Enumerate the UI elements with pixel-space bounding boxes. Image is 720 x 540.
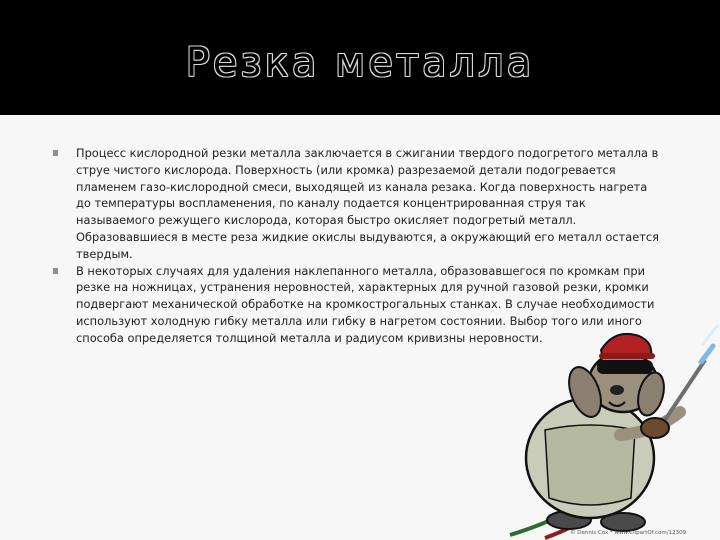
image-credit: © Dennis Cox * www.ClipartOf.com/12309 [570, 530, 687, 536]
square-bullet-icon [53, 150, 58, 156]
dog-welder-illustration-icon [505, 320, 720, 540]
list-item [62, 145, 662, 263]
paragraph-cutting-process: Процесс кислородной резки металла заключается в сжигании твердого подогретого металла в струе чистого кислорода. Поверхность (или кромка) разрезаемой детали подогревается пламенем газо-кислородной смеси, выходящей из канала резака. Когда поверхность нагрета до температуры воспламенения, по каналу подается концентрированная струя так называемого режущего кислорода, которая быстро окисляет подогретый металл. Образовавшиеся в месте реза жидкие окислы выдуваются, а окружающий его металл остается твердым. [76, 146, 660, 261]
square-bullet-icon [53, 268, 58, 274]
paragraph-edge-processing: В некоторых случаях для удаления наклепанного металла, образовавшегося по кромкам при резке на ножницах, устранения неровностей, характерных для ручной газовой резки, кромки подвергают механической обработке на кромкострогальных станках. В случае необходимости используют холодную гибку металла или гибку в нагретом состоянии. Выбор того или иного способа определяется толщиной металла и радиусом кривизны неровности. [76, 263, 655, 345]
slide-title: Резка металла [185, 40, 535, 86]
content-list [62, 145, 662, 347]
